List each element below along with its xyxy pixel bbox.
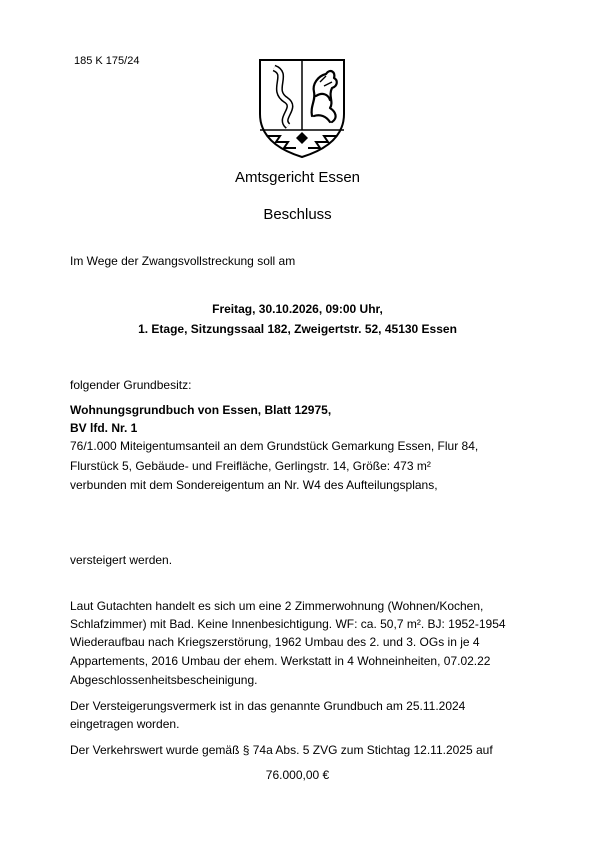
appraisal-line: Wiederaufbau nach Kriegszerstörung, 1962 Umbau des 2. und 3. OGs in je 4	[70, 635, 480, 649]
appraisal-line: Appartements, 2016 Umbau der ehem. Werkstatt in 4 Wohneinheiten, 07.02.22	[70, 654, 491, 668]
registration-line: eingetragen worden.	[70, 717, 180, 731]
document-type: Beschluss	[263, 206, 332, 223]
property-line: Flurstück 5, Gebäude- und Freifläche, Gerlingstr. 14, Größe: 473 m²	[70, 459, 431, 473]
intro-text: Im Wege der Zwangsvollstreckung soll am	[70, 254, 296, 268]
property-line: verbunden mit dem Sondereigentum an Nr. W4 des Aufteilungsplans,	[70, 478, 438, 492]
auction-text: versteigert werden.	[70, 553, 173, 567]
nrw-coat-of-arms-icon	[256, 56, 348, 160]
file-number: 185 K 175/24	[74, 55, 140, 67]
property-bv: BV lfd. Nr. 1	[70, 421, 138, 435]
appraisal-line: Abgeschlossenheitsbescheinigung.	[70, 673, 258, 687]
appointment-datetime: Freitag, 30.10.2026, 09:00 Uhr,	[212, 302, 383, 316]
appointment-location: 1. Etage, Sitzungssaal 182, Zweigertstr. 52, 45130 Essen	[138, 322, 457, 336]
appraisal-line: Schlafzimmer) mit Bad. Keine Innenbesichtigung. WF: ca. 50,7 m². BJ: 1952-1954	[70, 617, 506, 631]
property-intro: folgender Grundbesitz:	[70, 378, 192, 392]
appraisal-line: Laut Gutachten handelt es sich um eine 2 Zimmerwohnung (Wohnen/Kochen,	[70, 599, 484, 613]
property-register: Wohnungsgrundbuch von Essen, Blatt 12975,	[70, 403, 332, 417]
market-value: 76.000,00 €	[265, 768, 330, 782]
property-line: 76/1.000 Miteigentumsanteil an dem Grundstück Gemarkung Essen, Flur 84,	[70, 439, 479, 453]
registration-line: Der Versteigerungsvermerk ist in das genannte Grundbuch am 25.11.2024	[70, 699, 466, 713]
court-name: Amtsgericht Essen	[234, 169, 361, 186]
market-value-text: Der Verkehrswert wurde gemäß § 74a Abs. 5 ZVG zum Stichtag 12.11.2025 auf	[70, 743, 493, 757]
